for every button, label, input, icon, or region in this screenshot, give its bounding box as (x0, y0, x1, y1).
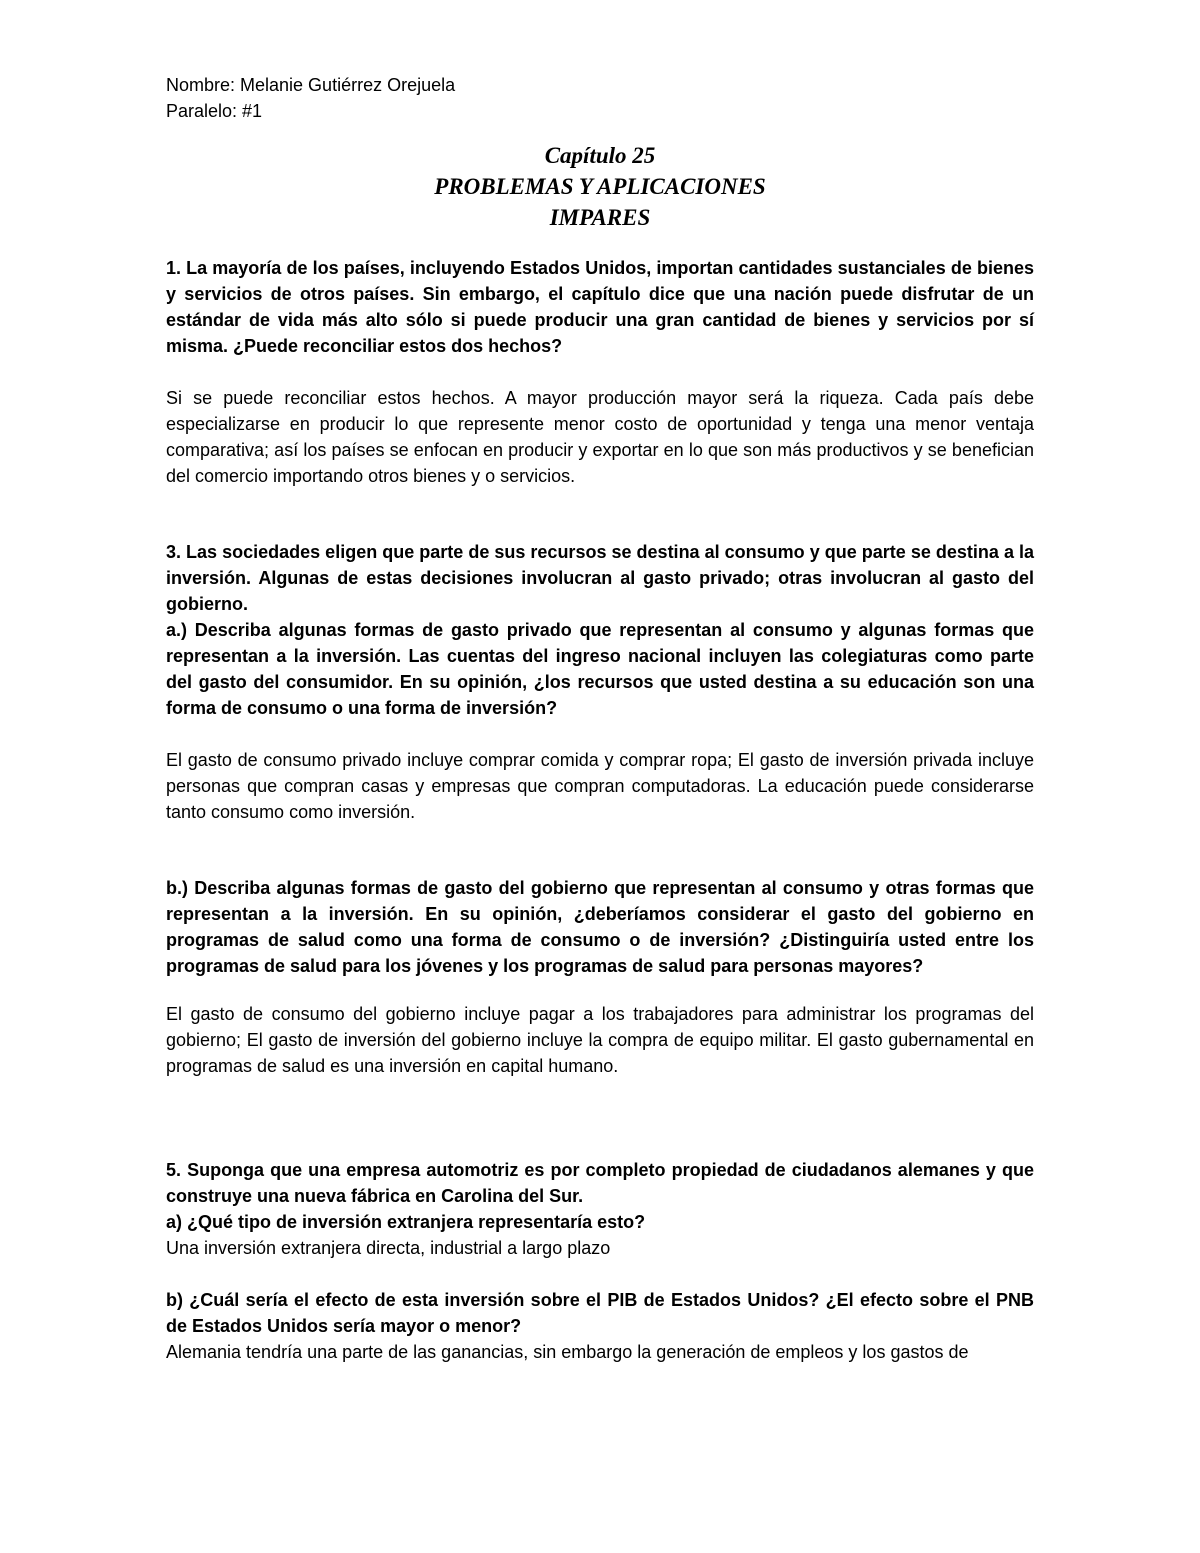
spacer (166, 233, 1034, 255)
spacer (166, 721, 1034, 747)
question-5-intro: 5. Suponga que una empresa automotriz es por completo propiedad de ciudadanos alemanes y que construye una nueva fábrica en Carolina del Sur. (166, 1160, 1034, 1206)
spacer (166, 1079, 1034, 1157)
question-3-intro: 3. Las sociedades eligen que parte de sus recursos se destina al consumo y que parte se destina a la inversión. Algunas de estas decisiones involucran al gasto privado; otras involucran al gasto del gobierno. (166, 542, 1034, 614)
answer-5b: Alemania tendría una parte de las ganancias, sin embargo la generación de empleos y los gastos de (166, 1342, 969, 1362)
document-title (166, 140, 1034, 233)
spacer (166, 489, 1034, 539)
section-title: PROBLEMAS Y APLICACIONES (434, 174, 766, 199)
answer-1: Si se puede reconciliar estos hechos. A mayor producción mayor será la riqueza. Cada país debe especializarse en producir lo que represente menor costo de oportunidad y tenga una menor ventaja comparativa; así los países se enfocan en producir y exportar en lo que son más productivos y se benefician del comercio importando otros bienes y o servicios. (166, 388, 1034, 486)
question-3a: a.) Describa algunas formas de gasto privado que representan al consumo y algunas formas que representan a la inversión. Las cuentas del ingreso nacional incluyen las colegiaturas como parte del gasto del consumidor. En su opinión, ¿los recursos que usted destina a su educación son una forma de consumo o una forma de inversión? (166, 620, 1034, 718)
document-content (166, 72, 1034, 1365)
spacer (166, 979, 1034, 1001)
spacer (166, 825, 1034, 875)
subsection-title: IMPARES (549, 205, 651, 230)
chapter-title: Capítulo 25 (544, 143, 656, 168)
question-1: 1. La mayoría de los países, incluyendo Estados Unidos, importan cantidades sustanciales de bienes y servicios de otros países. Sin embargo, el capítulo dice que una nación puede disfrutar de un estándar de vida más alto sólo si puede producir una gran cantidad de bienes y servicios por sí misma. ¿Puede reconciliar estos dos hechos? (166, 258, 1034, 356)
spacer (166, 1261, 1034, 1287)
student-section: Paralelo: #1 (166, 101, 263, 121)
question-5b: b) ¿Cuál sería el efecto de esta inversión sobre el PIB de Estados Unidos? ¿El efecto sobre el PNB de Estados Unidos sería mayor o menor? (166, 1290, 1034, 1336)
spacer (166, 359, 1034, 385)
answer-3b: El gasto de consumo del gobierno incluye pagar a los trabajadores para administrar los programas del gobierno; El gasto de inversión del gobierno incluye la compra de equipo militar. El gasto gubernamental en programas de salud es una inversión en capital humano. (166, 1004, 1034, 1076)
answer-3a: El gasto de consumo privado incluye comprar comida y comprar ropa; El gasto de inversión privada incluye personas que compran casas y empresas que compran computadoras. La educación puede considerarse tanto consumo como inversión. (166, 750, 1034, 822)
answer-5a: Una inversión extranjera directa, industrial a largo plazo (166, 1238, 611, 1258)
question-3b: b.) Describa algunas formas de gasto del gobierno que representan al consumo y otras formas que representan a la inversión. En su opinión, ¿deberíamos considerar el gasto del gobierno en programas de salud como una forma de consumo o de inversión? ¿Distinguiría usted entre los programas de salud para los jóvenes y los programas de salud para personas mayores? (166, 878, 1034, 976)
question-5a: a) ¿Qué tipo de inversión extranjera representaría esto? (166, 1212, 646, 1232)
student-name: Nombre: Melanie Gutiérrez Orejuela (166, 75, 456, 95)
